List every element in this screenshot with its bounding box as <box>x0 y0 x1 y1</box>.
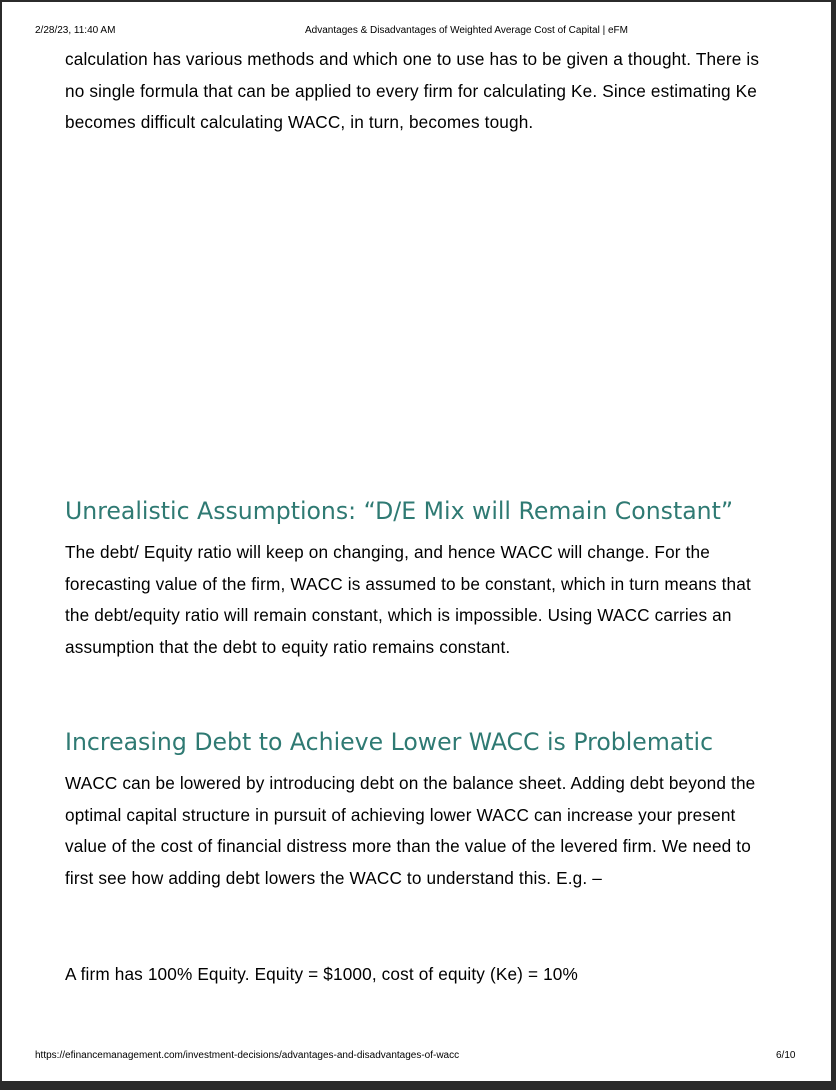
section-heading-increasing-debt: Increasing Debt to Achieve Lower WACC is Problematic <box>65 728 714 756</box>
section-paragraph-unrealistic-assumptions: The debt/ Equity ratio will keep on changing, and hence WACC will change. For the forecasting value of the firm, WACC is assumed to be constant, which in turn means that the debt/equity ratio will remain constant, which is impossible. Using WACC carries an assumption that the debt to equity ratio remains constant. <box>65 542 751 657</box>
print-datetime: 2/28/23, 11:40 AM <box>35 25 116 36</box>
print-url: https://efinancemanagement.com/investment-decisions/advantages-and-disadvantages-of-wacc <box>35 1050 460 1061</box>
section-paragraph-increasing-debt: WACC can be lowered by introducing debt on the balance sheet. Adding debt beyond the optimal capital structure in pursuit of achieving lower WACC can increase your present value of the cost of financial distress more than the value of the levered firm. We need to first see how adding debt lowers the WACC to understand this. E.g. – <box>65 773 756 888</box>
page-number: 6/10 <box>776 1050 796 1061</box>
print-page-title: Advantages & Disadvantages of Weighted Average Cost of Capital | eFM <box>305 25 628 36</box>
section-heading-unrealistic-assumptions: Unrealistic Assumptions: “D/E Mix will Remain Constant” <box>65 497 734 525</box>
intro-paragraph: calculation has various methods and which one to use has to be given a thought. There is no single formula that can be applied to every firm for calculating Ke. Since estimating Ke becomes difficult calculating WACC, in turn, becomes tough. <box>65 49 760 132</box>
printed-page <box>2 2 831 1081</box>
example-paragraph: A firm has 100% Equity. Equity = $1000, cost of equity (Ke) = 10% <box>65 964 578 984</box>
